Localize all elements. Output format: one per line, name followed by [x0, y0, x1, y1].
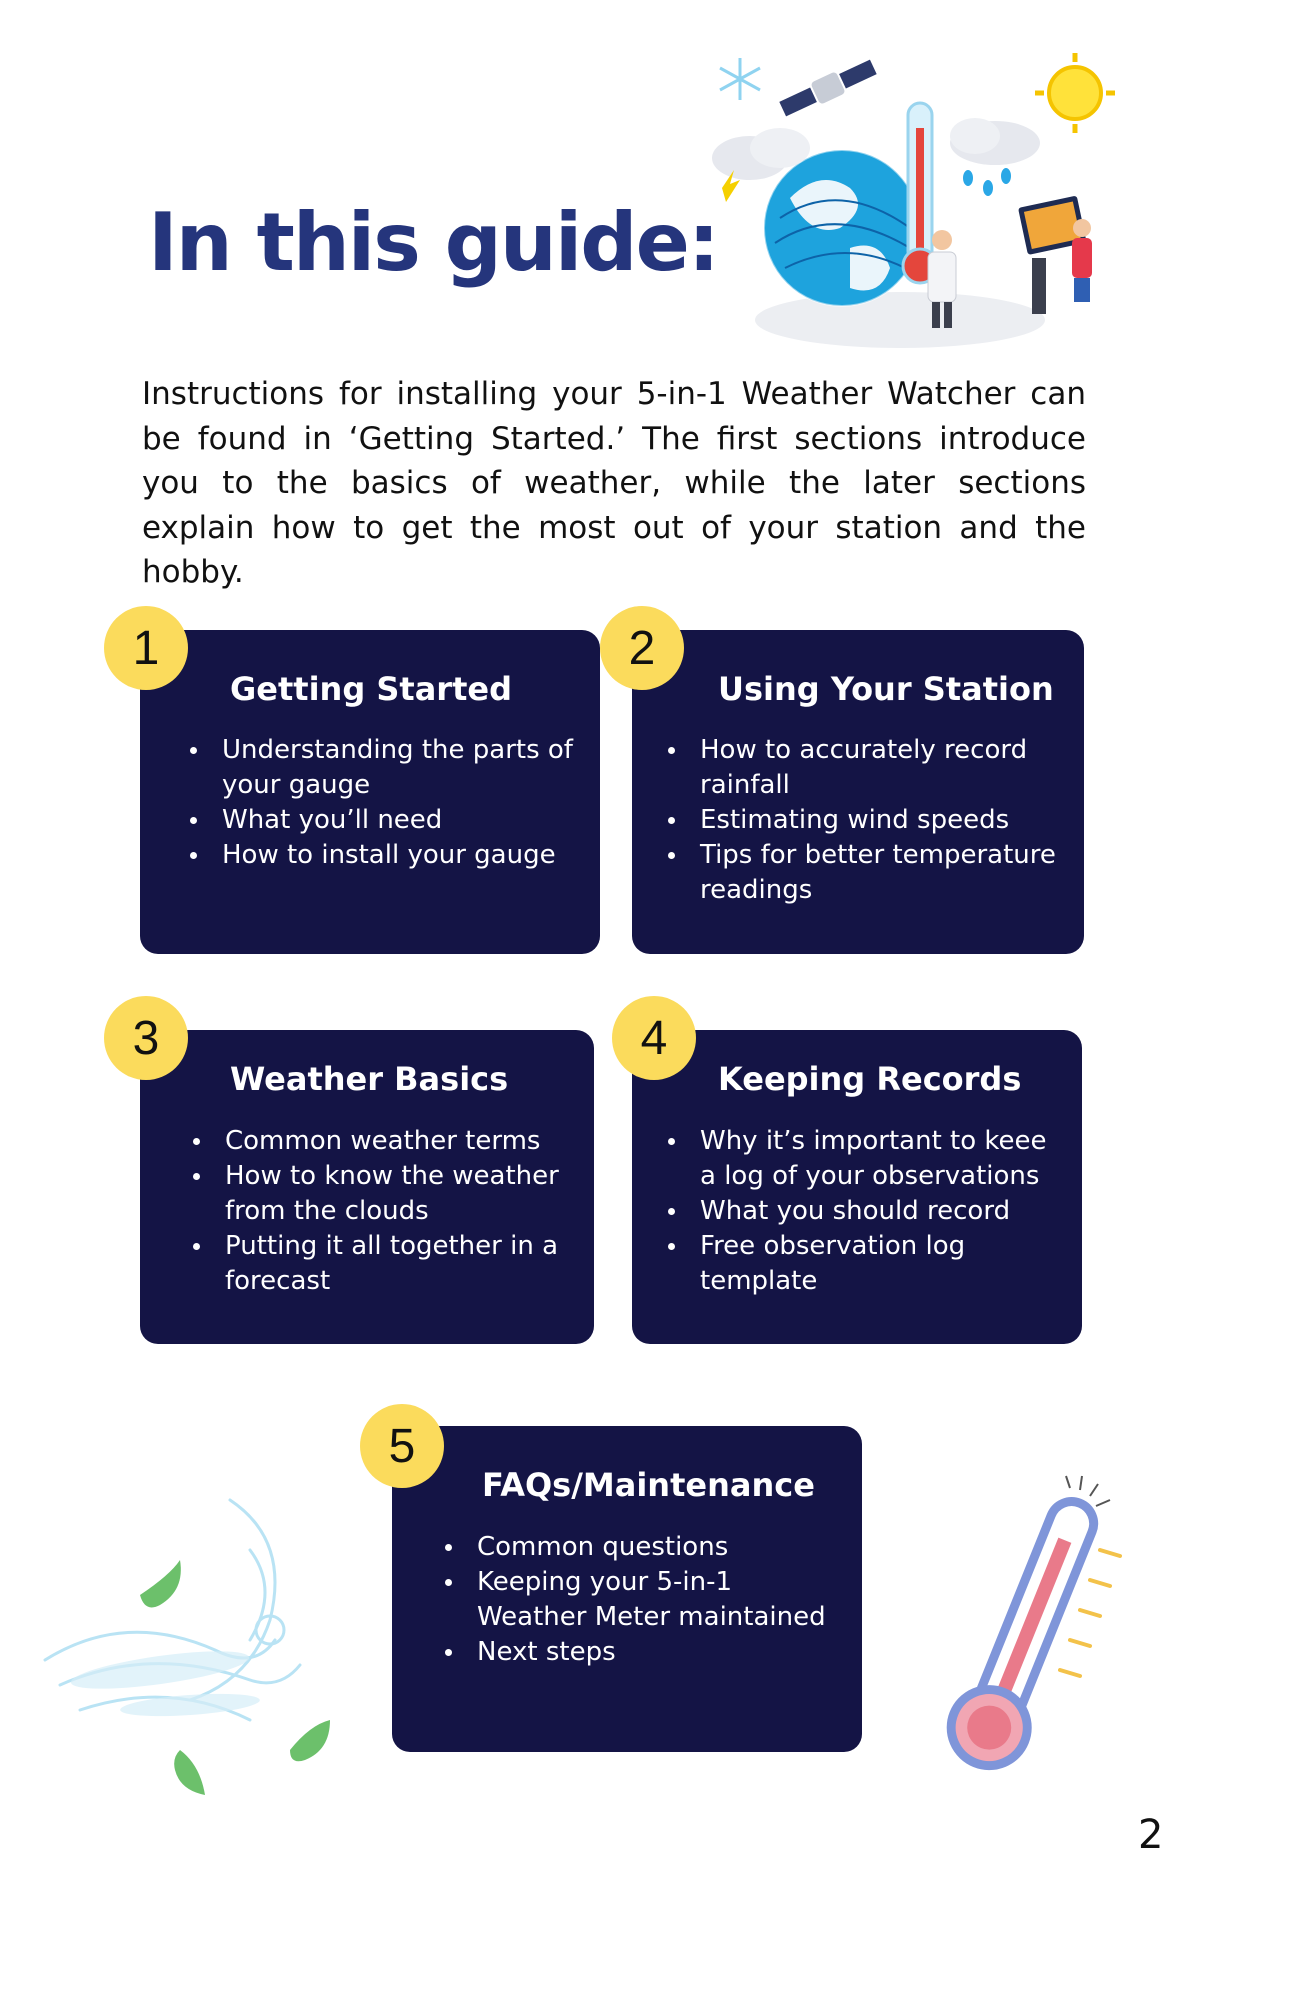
- section-list: [666, 1124, 1070, 1299]
- list-item: Estimating wind speeds: [666, 803, 1066, 838]
- section-list: [191, 1124, 587, 1299]
- list-item: Understanding the parts of your gauge: [188, 733, 588, 803]
- list-item: What you’ll need: [188, 803, 588, 838]
- wind-leaves-illustration: [40, 1480, 360, 1800]
- intro-paragraph: Instructions for installing your 5-in-1 Weather Watcher can be found in ‘Getting Started.’ The first sections introduce you to the basics of weather, while the later sections explain how to get the most out of your station and the hobby.: [142, 376, 1086, 590]
- list-item: Free observation log template: [666, 1229, 1070, 1299]
- weather-station-illustration: [700, 48, 1120, 358]
- section-heading: Using Your Station: [718, 670, 1054, 708]
- list-item: How to know the weather from the clouds: [191, 1159, 587, 1229]
- list-item: Next steps: [443, 1635, 843, 1670]
- section-list: [188, 733, 588, 873]
- section-heading: Weather Basics: [230, 1060, 509, 1098]
- section-number-badge: 3: [104, 996, 188, 1080]
- section-number-badge: 4: [612, 996, 696, 1080]
- section-card-weather-basics[interactable]: [140, 1030, 594, 1344]
- section-card-using-your-station[interactable]: [632, 630, 1084, 954]
- page-title: In this guide:: [148, 196, 718, 289]
- section-card-getting-started[interactable]: [140, 630, 600, 954]
- list-item: Tips for better temperature readings: [666, 838, 1066, 908]
- page-number: 2: [1138, 1812, 1164, 1858]
- section-heading: Getting Started: [230, 670, 512, 708]
- list-item: What you should record: [666, 1194, 1070, 1229]
- section-number-badge: 1: [104, 606, 188, 690]
- list-item: Why it’s important to keee a log of your observations: [666, 1124, 1070, 1194]
- list-item: Common weather terms: [191, 1124, 587, 1159]
- list-item: Common questions: [443, 1530, 843, 1565]
- section-card-keeping-records[interactable]: [632, 1030, 1082, 1344]
- section-heading: FAQs/Maintenance: [482, 1466, 815, 1504]
- thermometer-illustration: [930, 1470, 1130, 1790]
- section-number-badge: 2: [600, 606, 684, 690]
- section-list: [443, 1530, 843, 1670]
- section-card-faqs-maintenance[interactable]: [392, 1426, 862, 1752]
- section-list: [666, 733, 1066, 908]
- list-item: How to install your gauge: [188, 838, 588, 873]
- list-item: Putting it all together in a forecast: [191, 1229, 587, 1299]
- section-heading: Keeping Records: [718, 1060, 1022, 1098]
- list-item: How to accurately record rainfall: [666, 733, 1066, 803]
- section-number-badge: 5: [360, 1404, 444, 1488]
- list-item: Keeping your 5-in-1 Weather Meter maintained: [443, 1565, 843, 1635]
